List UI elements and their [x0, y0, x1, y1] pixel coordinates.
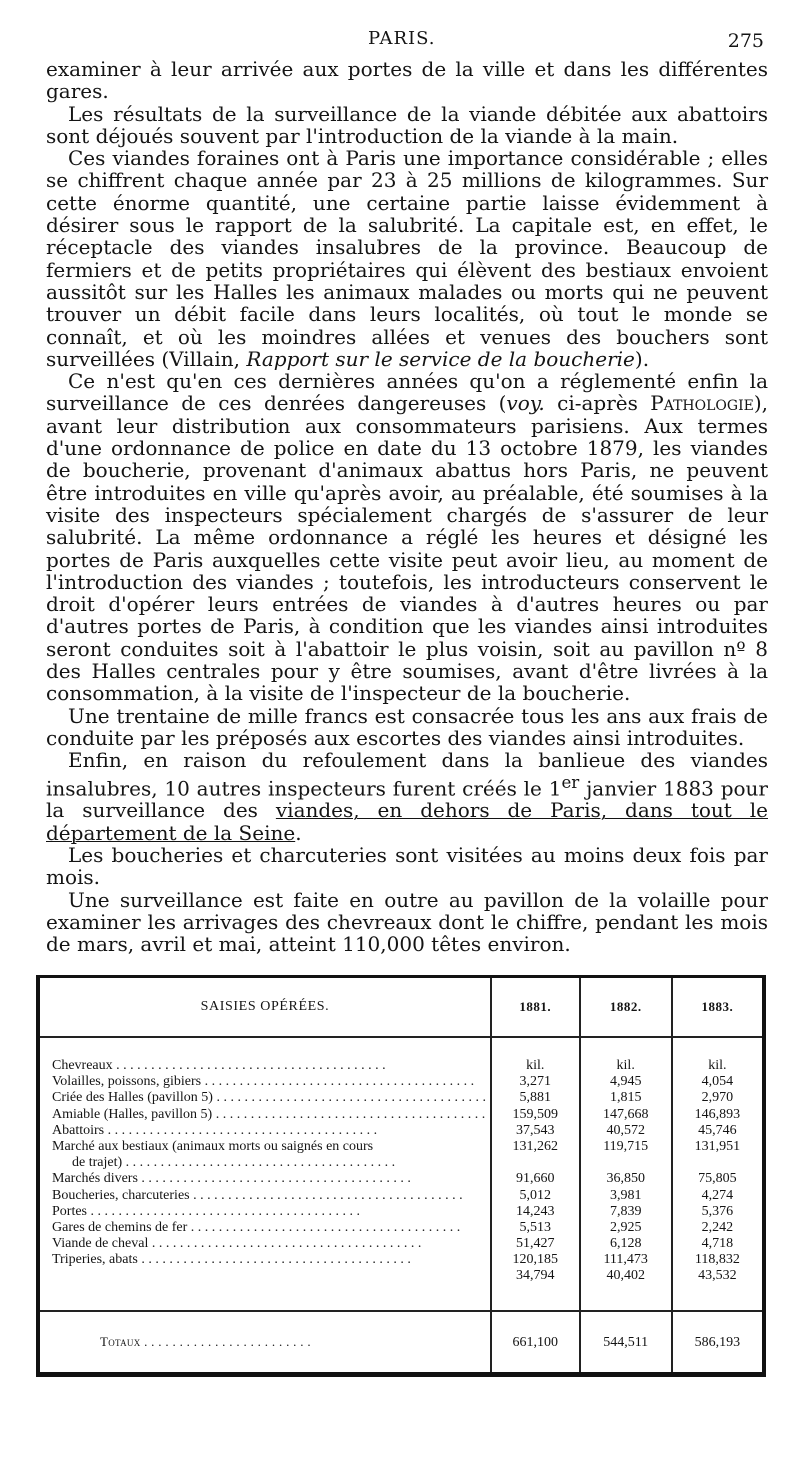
row-label-continuation: de trajet) . . .: [52, 1155, 486, 1171]
row-label: Volailles, poissons, gibiers . . .: [52, 1074, 486, 1090]
table-cell: 120,185: [512, 1252, 559, 1268]
section-reference: Pathologie: [650, 391, 754, 416]
table-cell: 5,012: [519, 1187, 552, 1203]
table-cell: 5,376: [701, 1203, 734, 1219]
table-cell: 4,274: [701, 1187, 734, 1203]
totals-label: Totaux . . .: [100, 1334, 311, 1349]
table-cell: 14,243: [516, 1203, 555, 1219]
table-cell: 3,271: [519, 1074, 552, 1090]
table-cell: 5,881: [519, 1090, 552, 1106]
row-label: Viande de cheval . . .: [52, 1236, 486, 1252]
total-value: 544,511: [603, 1335, 649, 1350]
table-cell: 45,746: [698, 1122, 737, 1138]
row-label: Amiable (Halles, pavillon 5) . . .: [52, 1107, 486, 1123]
row-label: Portes . . .: [52, 1204, 486, 1220]
table-cell: 146,893: [694, 1106, 741, 1122]
seizures-table-frame: [36, 975, 766, 1377]
paragraph: Les boucheries et charcuteries sont visitées au moins deux fois par mois.: [46, 843, 768, 890]
running-head: [0, 28, 800, 52]
table-cell: 3,981: [609, 1187, 642, 1203]
paragraph: Une surveillance est faite en outre au pavillon de la volaille pour examiner les arrivages des chevreaux dont le chiffre, pendant les mois de mars, avril et mai, atteint 110,000 têtes environ.: [46, 887, 768, 957]
table-cell: 111,473: [603, 1252, 648, 1268]
table-cell: 34,794: [516, 1268, 555, 1284]
body-text: [46, 58, 768, 956]
table-body-row: [40, 1037, 762, 1311]
row-label: Criée des Halles (pavillon 5) . . .: [52, 1090, 486, 1106]
table-cell: 4,945: [609, 1074, 642, 1090]
running-title: PARIS.: [368, 28, 436, 49]
row-label: Chevreaux . . .: [52, 1058, 486, 1074]
row-label: Gares de chemins de fer . . .: [52, 1220, 486, 1236]
table-cell-empty: [492, 1155, 579, 1171]
table-cell: 6,128: [609, 1236, 642, 1252]
seizures-table: [40, 978, 762, 1372]
table-cell: 119,715: [603, 1138, 649, 1154]
table-cell: 7,839: [609, 1203, 642, 1219]
table-cell: 147,668: [602, 1106, 649, 1122]
table-cell: 4,054: [701, 1074, 734, 1090]
row-label: Boucheries, charcuteries . . .: [52, 1188, 486, 1204]
table-cell: 40,402: [606, 1268, 645, 1284]
row-label: Marché aux bestiaux (animaux morts ou saignés en cours: [52, 1139, 374, 1155]
totals-row: [40, 1311, 762, 1372]
row-label: Marchés divers . . .: [52, 1171, 486, 1187]
paragraph: Ce n'est qu'en ces dernières années qu'on a réglementé enfin la surveillance de ces denrées dangereuses (voy. ci-après Pathologie), avant leur distribution aux consommateurs parisiens. Aux termes d'une ordonnance de police en date du 13 octobre 1879, les viandes de boucherie, provenant d'animaux abattus hors Paris, ne peuvent être introduites en ville qu'après avoir, au préalable, été soumises à la visite des inspecteurs spécialement chargés de s'assurer de leur salubrité. La même ordonnance a réglé les heures et désigné les portes de Paris auxquelles cette visite peut avoir lieu, au moment de l'introduction des viandes ; toutefois, les introducteurs conservent le droit d'opérer leurs entrées de viandes à d'autres heures ou par d'autres portes de Paris, à condition que les viandes ainsi introduites seront conduites soit à l'abattoir le plus voisin, soit au pavillon nº 8 des Halles centrales pour y être soumises, avant d'être livrées à la consommation, à la visite de l'inspecteur de la boucherie.: [46, 369, 768, 706]
table-cell: 131,262: [512, 1138, 559, 1154]
paragraph: Une trentaine de mille francs est consacrée tous les ans aux frais de conduite par les préposés aux escortes des viandes ainsi introduites.: [46, 703, 768, 750]
table-cell: 2,242: [701, 1219, 734, 1235]
paragraph: Ces viandes foraines ont à Paris une importance considérable ; elles se chiffrent chaque année par 23 à 25 millions de kilogrammes. Sur cette énorme quantité, une certaine partie laisse évidemment à désirer sous le rapport de la salubrité. La capitale est, en effet, le réceptacle des viandes insalubres de la province. Beaucoup de fermiers et de petits propriétaires qui élèvent des bestiaux envoient aussitôt sur les Halles les animaux malades ou morts qui ne peuvent trouver un débit facile dans leurs localités, où tout le monde se connaît, et où les moindres allées et venues des bouchers sont surveillées (Villain, Rapport sur le service de la boucherie).: [46, 146, 768, 371]
table-cell: 91,660: [516, 1171, 555, 1187]
page-number: 275: [727, 30, 764, 52]
table-cell: 51,427: [516, 1236, 555, 1252]
table-header-label: SAISIES OPÉRÉES.: [40, 978, 491, 1037]
table-cell: 75,805: [698, 1171, 737, 1187]
table-cell: 37,543: [516, 1122, 555, 1138]
table-header-year: 1883.: [672, 978, 762, 1037]
citation-title: Rapport sur le service de la boucherie: [246, 346, 635, 371]
unit-label: kil.: [616, 1058, 635, 1073]
table-cell: 131,951: [694, 1138, 741, 1154]
table-cell: 36,850: [606, 1171, 645, 1187]
underlined-phrase: viandes, en dehors de Paris, dans tout le département de la Seine: [46, 798, 768, 845]
row-label: Triperies, abats . . .: [52, 1252, 486, 1268]
table-cell-empty: [673, 1155, 762, 1171]
paragraph: Les résultats de la surveillance de la viande débitée aux abattoirs sont déjoués souvent par l'introduction de la viande à la main.: [46, 101, 768, 148]
row-labels-column: [40, 1037, 491, 1311]
table-cell: 159,509: [512, 1106, 559, 1122]
values-column-1883: [672, 1037, 762, 1311]
table-cell: 43,532: [698, 1268, 737, 1284]
cross-reference: voy.: [506, 391, 545, 416]
table-cell: 40,572: [606, 1122, 645, 1138]
table-cell: 1,815: [609, 1090, 642, 1106]
table-header-year: 1881.: [491, 978, 580, 1037]
paragraph: Enfin, en raison du refoulement dans la banlieue des viandes insalubres, 10 autres inspecteurs furent créés le 1er janvier 1883 pour la surveillance des viandes, en dehors de Paris, dans tout le département de la Seine.: [46, 748, 768, 845]
total-value: 586,193: [694, 1335, 741, 1350]
table-cell: 5,513: [519, 1219, 552, 1235]
paragraph-continuation: examiner à leur arrivée aux portes de la ville et dans les différentes gares.: [46, 57, 768, 104]
table-cell: 2,925: [609, 1219, 642, 1235]
row-label: Abattoirs . . .: [52, 1123, 486, 1139]
table-cell: 4,718: [701, 1236, 734, 1252]
unit-label: kil.: [526, 1058, 545, 1073]
values-column-1881: [491, 1037, 580, 1311]
table-header-year: 1882.: [580, 978, 672, 1037]
values-column-1882: [580, 1037, 672, 1311]
unit-label: kil.: [708, 1058, 727, 1073]
ordinal-superscript: er: [561, 772, 580, 792]
table-cell: 118,832: [694, 1252, 740, 1268]
table-cell-empty: [581, 1155, 671, 1171]
total-value: 661,100: [512, 1335, 559, 1350]
table-cell: 2,970: [701, 1090, 734, 1106]
